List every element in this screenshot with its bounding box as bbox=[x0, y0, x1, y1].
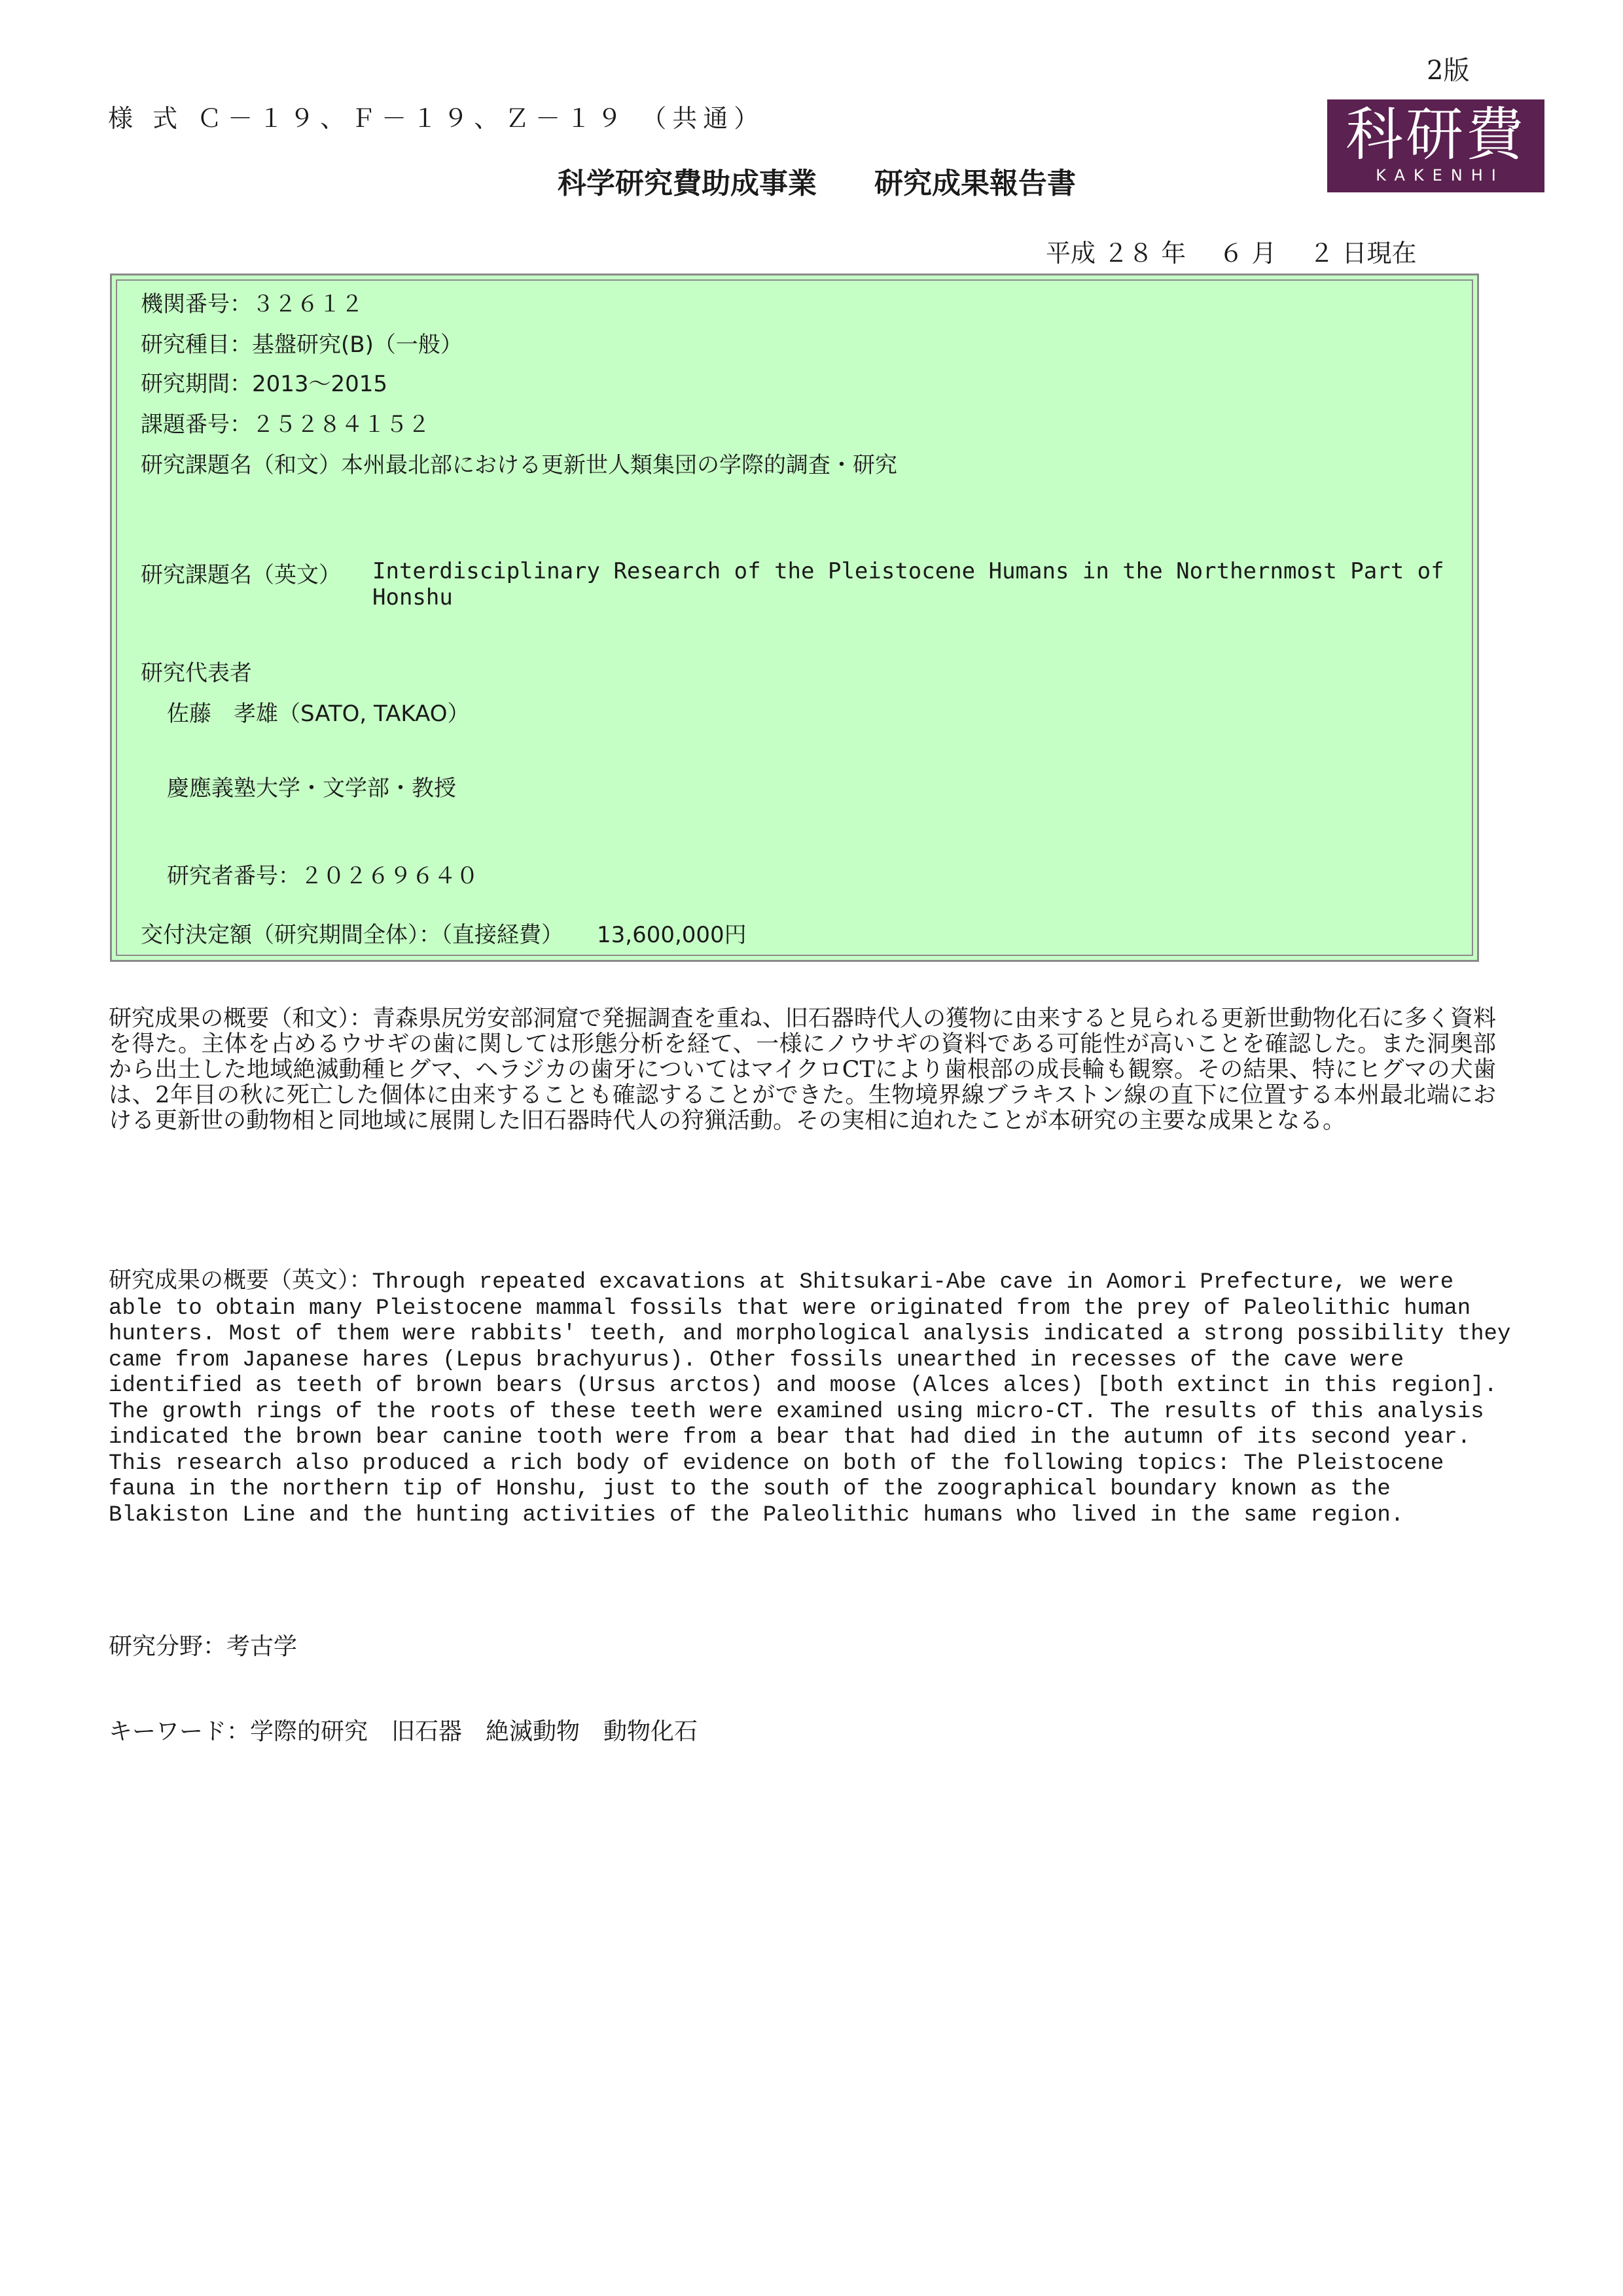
institution-number: 機関番号：３２６１２ bbox=[141, 291, 363, 317]
summary-ja-label: 研究成果の概要（和文）： bbox=[109, 1006, 372, 1032]
summary-en-line: came from Japanese hares (Lepus brachyurus). Other fossils unearthed in recesses of the cave were bbox=[109, 1347, 1404, 1373]
research-field-label: 研究分野： bbox=[109, 1633, 227, 1660]
document-title: 科学研究費助成事業 研究成果報告書 bbox=[558, 167, 1076, 200]
summary-ja-text: 青森県尻労安部洞窟で発掘調査を重ね、旧石器時代人の獲物に由来すると見られる更新世動物化石に多く資料を得た。主体を占めるウサギの歯に関しては形態分析を経て、一様にノウサギの資料である可能性が高いことを確認した。また洞奥部から出土した地域絶滅動種ヒグマ、ヘラジカの歯牙についてはマイクロCTにより歯根部の成長輪も観察。その結果、特にヒグマの犬歯は、2年目の秋に死亡した個体に由来することも確認することができた。生物境界線ブラキストン線の直下に位置する本州最北端における更新世の動物相と同地域に展開した旧石器時代人の狩猟活動。その実相に迫れたことが本研究の主要な成果となる。 bbox=[109, 1006, 1496, 1134]
researcher-number: 研究者番号：２０２６９６４０ bbox=[167, 863, 478, 889]
version-label: 2版 bbox=[1427, 56, 1470, 86]
form-id: 様 式 Ｃ－１９、Ｆ－１９、Ｚ－１９ （共通） bbox=[108, 104, 765, 133]
project-number: 課題番号：２５２８４１５２ bbox=[141, 412, 430, 438]
representative-label: 研究代表者 bbox=[141, 660, 252, 686]
summary-ja bbox=[109, 1006, 1496, 1134]
affiliation: 慶應義塾大学・文学部・教授 bbox=[167, 775, 456, 802]
keywords-value: 学際的研究 旧石器 絶滅動物 動物化石 bbox=[250, 1718, 698, 1745]
summary-en-line: fauna in the northern tip of Honshu, just to the south of the zoographical boundary known as the bbox=[109, 1477, 1391, 1502]
project-title-en-line1: Interdisciplinary Research of the Pleistocene Humans in the Northernmost Part of bbox=[372, 558, 1444, 584]
summary-en-line: The growth rings of the roots of these teeth were examined using micro-CT. The results of this analysis bbox=[109, 1399, 1484, 1424]
summary-en-line: able to obtain many Pleistocene mammal fossils that were originated from the prey of Paleolithic human bbox=[109, 1296, 1471, 1321]
project-title-en-line2: Honshu bbox=[372, 584, 453, 610]
research-period: 研究期間：2013～2015 bbox=[141, 371, 388, 397]
project-title-ja: 研究課題名（和文）本州最北部における更新世人類集団の学際的調査・研究 bbox=[141, 452, 897, 478]
project-info-box bbox=[110, 274, 1479, 962]
kakenhi-logo bbox=[1327, 99, 1544, 192]
summary-en-line: Blakiston Line and the hunting activities of the Paleolithic humans who lived in the same region. bbox=[109, 1502, 1404, 1528]
logo-latin: KAKENHI bbox=[1376, 166, 1505, 185]
summary-en-line: hunters. Most of them were rabbits' teeth, and morphological analysis indicated a strong possibility they bbox=[109, 1322, 1511, 1347]
summary-en-line: indicated the brown bear canine tooth were from a bear that had died in the autumn of its second year. bbox=[109, 1425, 1471, 1450]
summary-en-line: This research also produced a rich body of evidence on both of the following topics: The Pleistocene bbox=[109, 1451, 1444, 1476]
summary-en bbox=[109, 1268, 1516, 1528]
research-field bbox=[109, 1628, 297, 1661]
summary-en-text: Through repeated excavations at Shitsukari-Abe cave in Aomori Prefecture, we were bbox=[372, 1270, 1454, 1295]
grant-amount: 交付決定額（研究期間全体）：（直接経費） 13,600,000円 bbox=[141, 922, 747, 948]
research-field-value: 考古学 bbox=[226, 1633, 298, 1660]
keywords-label: キーワード： bbox=[109, 1718, 251, 1745]
summary-en-label: 研究成果の概要（英文）： bbox=[109, 1267, 372, 1294]
summary-en-line: identified as teeth of brown bears (Ursus arctos) and moose (Alces alces) [both extinct in this region]. bbox=[109, 1373, 1497, 1398]
representative-name: 佐藤 孝雄（SATO, TAKAO） bbox=[167, 701, 470, 727]
keywords bbox=[109, 1713, 698, 1746]
summary-en-line bbox=[109, 1268, 1516, 1296]
document-date: 平成 ２８ 年 ６ 月 ２ 日現在 bbox=[1046, 239, 1417, 268]
research-category: 研究種目：基盤研究(B)（一般） bbox=[141, 332, 463, 358]
project-title-en-label: 研究課題名（英文） bbox=[141, 562, 341, 588]
logo-kanji: 科研費 bbox=[1345, 101, 1526, 168]
